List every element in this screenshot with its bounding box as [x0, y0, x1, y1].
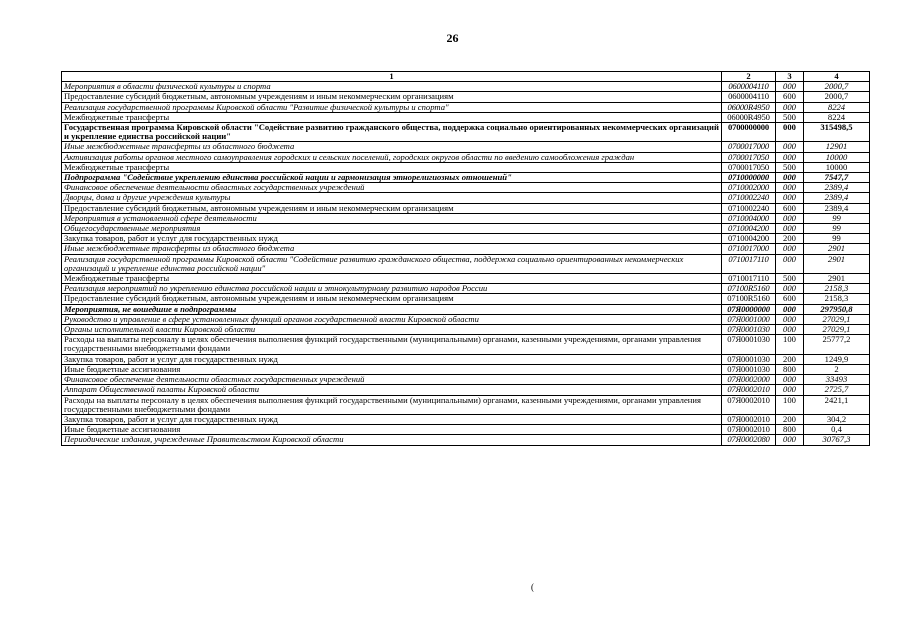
- row-sum: 297950,8: [804, 304, 870, 314]
- row-type: 200: [776, 234, 804, 244]
- table-row: [62, 325, 870, 335]
- table-row: [62, 314, 870, 324]
- row-type: 600: [776, 294, 804, 304]
- row-code: 0710002240: [722, 193, 776, 203]
- row-name: Закупка товаров, работ и услуг для государственных нужд: [62, 414, 722, 424]
- header-row: [62, 72, 870, 82]
- row-type: 000: [776, 173, 804, 183]
- row-name: Расходы на выплаты персоналу в целях обеспечения выполнения функций государственными (муниципальными) органами, казенными учреждениями, органами управления государственными внебюджетными фондами: [62, 335, 722, 354]
- header-col-2: 2: [722, 72, 776, 82]
- row-type: 000: [776, 123, 804, 142]
- row-type: 600: [776, 203, 804, 213]
- row-type: 000: [776, 213, 804, 223]
- table-row: [62, 193, 870, 203]
- row-code: 06000R4950: [722, 112, 776, 122]
- row-type: 000: [776, 385, 804, 395]
- row-code: 07Я0001030: [722, 354, 776, 364]
- table-row: [62, 123, 870, 142]
- table-row: [62, 304, 870, 314]
- row-name: Реализация государственной программы Кировской области "Содействие развитию гражданского общества, поддержка социально ориентированных некоммерческих организаций и укрепление единства российской нации": [62, 254, 722, 273]
- row-sum: 99: [804, 213, 870, 223]
- row-code: 0700017000: [722, 142, 776, 152]
- table-row: [62, 294, 870, 304]
- row-sum: 27029,1: [804, 325, 870, 335]
- row-sum: 2901: [804, 274, 870, 284]
- row-type: 000: [776, 102, 804, 112]
- row-type: 000: [776, 193, 804, 203]
- row-sum: 7547,7: [804, 173, 870, 183]
- table-row: [62, 425, 870, 435]
- header-col-4: 4: [804, 72, 870, 82]
- row-type: 800: [776, 425, 804, 435]
- row-name: Финансовое обеспечение деятельности областных государственных учреждений: [62, 375, 722, 385]
- row-sum: 1249,9: [804, 354, 870, 364]
- row-code: 07Я0002010: [722, 395, 776, 414]
- table-row: [62, 395, 870, 414]
- row-sum: 10000: [804, 162, 870, 172]
- table-row: [62, 234, 870, 244]
- table-row: [62, 142, 870, 152]
- row-type: 000: [776, 82, 804, 92]
- row-sum: 2000,7: [804, 92, 870, 102]
- row-sum: 304,2: [804, 414, 870, 424]
- row-code: 07Я0002010: [722, 385, 776, 395]
- row-sum: 2901: [804, 244, 870, 254]
- table-row: [62, 284, 870, 294]
- header-col-3: 3: [776, 72, 804, 82]
- table-row: [62, 244, 870, 254]
- row-sum: 2421,1: [804, 395, 870, 414]
- row-type: 000: [776, 435, 804, 445]
- row-name: Реализация государственной программы Кировской области "Развитие физической культуры и спорта": [62, 102, 722, 112]
- table-row: [62, 102, 870, 112]
- row-code: 0710004200: [722, 224, 776, 234]
- row-type: 000: [776, 375, 804, 385]
- row-name: Межбюджетные трансферты: [62, 274, 722, 284]
- row-code: 0710002000: [722, 183, 776, 193]
- row-code: 07Я0002000: [722, 375, 776, 385]
- table-row: [62, 435, 870, 445]
- row-sum: 99: [804, 224, 870, 234]
- table-row: [62, 203, 870, 213]
- row-sum: 12901: [804, 142, 870, 152]
- row-name: Иные межбюджетные трансферты из областного бюджета: [62, 142, 722, 152]
- budget-table: [61, 71, 870, 446]
- row-code: 0710017000: [722, 244, 776, 254]
- row-name: Предоставление субсидий бюджетным, автономным учреждениям и иным некоммерческим организациям: [62, 92, 722, 102]
- row-sum: 2: [804, 364, 870, 374]
- row-type: 200: [776, 414, 804, 424]
- row-sum: 2000,7: [804, 82, 870, 92]
- table-row: [62, 213, 870, 223]
- table-row: [62, 183, 870, 193]
- row-name: Иные бюджетные ассигнования: [62, 425, 722, 435]
- row-type: 000: [776, 244, 804, 254]
- table-row: [62, 364, 870, 374]
- row-sum: 8224: [804, 102, 870, 112]
- row-code: 0710004000: [722, 213, 776, 223]
- row-type: 500: [776, 112, 804, 122]
- row-name: Аппарат Общественной палаты Кировской области: [62, 385, 722, 395]
- table-body: [62, 82, 870, 445]
- row-name: Периодические издания, учрежденные Правительством Кировской области: [62, 435, 722, 445]
- row-type: 000: [776, 224, 804, 234]
- row-name: Руководство и управление в сфере установленных функций органов государственной власти Кировской области: [62, 314, 722, 324]
- row-code: 07Я0002010: [722, 414, 776, 424]
- row-name: Реализация мероприятий по укреплению единства российской нации и этнокультурному развитию народов России: [62, 284, 722, 294]
- stray-mark: (: [531, 582, 534, 592]
- table-row: [62, 385, 870, 395]
- row-name: Предоставление субсидий бюджетным, автономным учреждениям и иным некоммерческим организациям: [62, 294, 722, 304]
- table-row: [62, 254, 870, 273]
- row-type: 000: [776, 183, 804, 193]
- table-row: [62, 274, 870, 284]
- row-name: Органы исполнительной власти Кировской области: [62, 325, 722, 335]
- row-name: Иные межбюджетные трансферты из областного бюджета: [62, 244, 722, 254]
- row-code: 07Я0002010: [722, 425, 776, 435]
- row-code: 07Я0001030: [722, 325, 776, 335]
- row-name: Межбюджетные трансферты: [62, 162, 722, 172]
- row-code: 07Я0001030: [722, 364, 776, 374]
- row-name: Дворцы, дома и другие учреждения культуры: [62, 193, 722, 203]
- row-code: 0600004110: [722, 92, 776, 102]
- row-sum: 10000: [804, 152, 870, 162]
- row-sum: 0,4: [804, 425, 870, 435]
- table-row: [62, 173, 870, 183]
- row-code: 07Я0001000: [722, 314, 776, 324]
- row-type: 800: [776, 364, 804, 374]
- table-row: [62, 224, 870, 234]
- row-sum: 8224: [804, 112, 870, 122]
- row-name: Межбюджетные трансферты: [62, 112, 722, 122]
- row-name: Мероприятия, не вошедшие в подпрограммы: [62, 304, 722, 314]
- row-code: 0710017110: [722, 274, 776, 284]
- row-name: Общегосударственные мероприятия: [62, 224, 722, 234]
- row-name: Иные бюджетные ассигнования: [62, 364, 722, 374]
- row-type: 600: [776, 92, 804, 102]
- page-number: 26: [446, 31, 459, 45]
- table-row: [62, 92, 870, 102]
- table-row: [62, 152, 870, 162]
- row-sum: 25777,2: [804, 335, 870, 354]
- row-type: 000: [776, 304, 804, 314]
- row-sum: 27029,1: [804, 314, 870, 324]
- row-sum: 2158,3: [804, 294, 870, 304]
- table-row: [62, 414, 870, 424]
- row-type: 500: [776, 162, 804, 172]
- table-row: [62, 162, 870, 172]
- row-name: Мероприятия в области физической культуры и спорта: [62, 82, 722, 92]
- row-type: 000: [776, 325, 804, 335]
- row-code: 07Я0000000: [722, 304, 776, 314]
- row-name: Финансовое обеспечение деятельности областных государственных учреждений: [62, 183, 722, 193]
- row-type: 000: [776, 254, 804, 273]
- row-sum: 33493: [804, 375, 870, 385]
- row-name: Расходы на выплаты персоналу в целях обеспечения выполнения функций государственными (муниципальными) органами, казенными учреждениями, органами управления государственными внебюджетными фондами: [62, 395, 722, 414]
- row-type: 000: [776, 284, 804, 294]
- row-name: Мероприятия в установленной сфере деятельности: [62, 213, 722, 223]
- row-sum: 2158,3: [804, 284, 870, 294]
- row-name: Закупка товаров, работ и услуг для государственных нужд: [62, 234, 722, 244]
- row-code: 07100R5160: [722, 294, 776, 304]
- row-code: 0700017050: [722, 152, 776, 162]
- row-name: Подпрограмма "Содействие укреплению единства российской нации и гармонизация этнорелигиозных отношений": [62, 173, 722, 183]
- table-row: [62, 354, 870, 364]
- row-name: Предоставление субсидий бюджетным, автономным учреждениям и иным некоммерческим организациям: [62, 203, 722, 213]
- row-type: 200: [776, 354, 804, 364]
- row-code: 06000R4950: [722, 102, 776, 112]
- row-code: 0700000000: [722, 123, 776, 142]
- row-code: 07Я0001030: [722, 335, 776, 354]
- row-type: 000: [776, 152, 804, 162]
- header-col-1: 1: [62, 72, 722, 82]
- row-code: 07100R5160: [722, 284, 776, 294]
- row-sum: 30767,3: [804, 435, 870, 445]
- row-sum: 99: [804, 234, 870, 244]
- row-type: 100: [776, 335, 804, 354]
- row-sum: 315498,5: [804, 123, 870, 142]
- row-code: 0710000000: [722, 173, 776, 183]
- table-row: [62, 375, 870, 385]
- row-type: 500: [776, 274, 804, 284]
- row-code: 0710004200: [722, 234, 776, 244]
- row-type: 000: [776, 314, 804, 324]
- row-code: 07Я0002080: [722, 435, 776, 445]
- row-type: 100: [776, 395, 804, 414]
- row-name: Закупка товаров, работ и услуг для государственных нужд: [62, 354, 722, 364]
- row-code: 0710017110: [722, 254, 776, 273]
- row-name: Активизация работы органов местного самоуправления городских и сельских поселений, городских округов области по введению самообложения граждан: [62, 152, 722, 162]
- table-row: [62, 335, 870, 354]
- row-sum: 2389,4: [804, 203, 870, 213]
- table-row: [62, 82, 870, 92]
- row-code: 0710002240: [722, 203, 776, 213]
- row-sum: 2389,4: [804, 193, 870, 203]
- row-code: 0700017050: [722, 162, 776, 172]
- row-name: Государственная программа Кировской области "Содействие развитию гражданского общества, поддержка социально ориентированных некоммерческих организаций и укрепление единства российской нации": [62, 123, 722, 142]
- row-code: 0600004110: [722, 82, 776, 92]
- row-sum: 2389,4: [804, 183, 870, 193]
- row-type: 000: [776, 142, 804, 152]
- table-row: [62, 112, 870, 122]
- row-sum: 2901: [804, 254, 870, 273]
- row-sum: 2725,7: [804, 385, 870, 395]
